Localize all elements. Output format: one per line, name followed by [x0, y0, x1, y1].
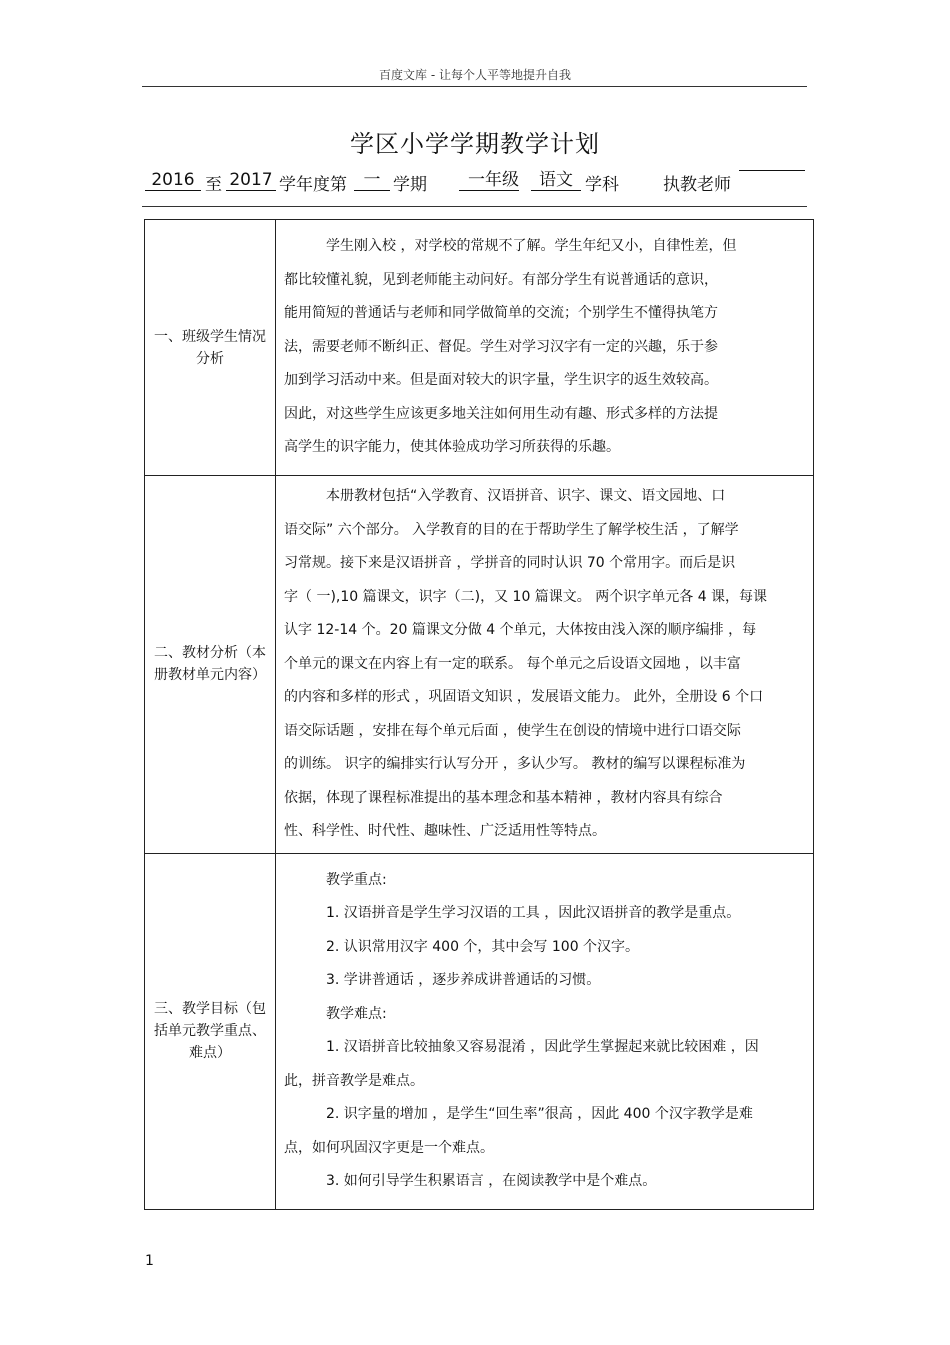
section-label-textbook-analysis: 二、教材分析（本册教材单元内容）: [145, 476, 276, 854]
content-line: 3. 学讲普通话 ，逐步养成讲普通话的习惯。: [326, 972, 601, 988]
page-number: 1: [145, 1253, 154, 1269]
content-line: 高学生的识字能力，使其体验成功学习所获得的乐趣。: [284, 439, 620, 456]
section-content-textbook-analysis: [276, 476, 814, 854]
content-line: 习常规。接下来是汉语拼音 ，学拼音的同时认识 70 个常用字。而后是识: [284, 555, 736, 571]
content-line: 学生刚入校 ，对学校的常规不了解。学生年纪又小，自律性差，但: [326, 238, 737, 255]
year-end: 2017: [226, 170, 276, 191]
content-line: 字（ 一),10 篇课文，识字（二)，又 10 篇课文。 两个识字单元各 4 课，每课: [284, 588, 768, 605]
content-line: 法，需要老师不断纠正、督促。学生对学习汉字有一定的兴趣，乐于参: [284, 338, 718, 355]
header-rule: [142, 86, 807, 87]
to-label: 至: [205, 175, 222, 195]
content-line: 认字 12-14 个。20 篇课文分做 4 个单元，大体按由浅入深的顺序编排 ，每: [284, 622, 757, 638]
section-content-class-analysis: [276, 220, 814, 476]
content-line: 个单元的课文在内容上有一定的联系。 每个单元之后设语文园地 ，以丰富: [284, 655, 741, 672]
term-label: 学期: [393, 175, 427, 195]
content-line: 教学难点:: [326, 1005, 387, 1022]
page-header: 百度文库 - 让每个人平等地提升自我: [379, 68, 571, 82]
content-line: 此，拼音教学是难点。: [284, 1072, 424, 1089]
subject-value: 语文: [531, 170, 581, 191]
term-value: 一: [354, 170, 390, 191]
table-top-rule: [142, 206, 807, 207]
content-line: 性、科学性、时代性、趣味性、广泛适用性等特点。: [284, 823, 606, 839]
year-label: 学年度第: [279, 175, 347, 195]
section-content-teaching-goals: [276, 853, 814, 1209]
year-start: 2016: [145, 170, 201, 191]
section-label-teaching-goals: 三、教学目标（包括单元教学重点、难点）: [145, 853, 276, 1209]
content-line: 2. 认识常用汉字 400 个，其中会写 100 个汉字。: [326, 938, 640, 955]
table-row: [145, 476, 814, 854]
content-line: 点，如何巩固汉字更是一个难点。: [284, 1139, 494, 1156]
content-line: 2. 识字量的增加 ，是学生“回生率”很高 ，因此 400 个汉字教学是难: [326, 1106, 753, 1122]
content-line: 1. 汉语拼音比较抽象又容易混淆 ，因此学生掌握起来就比较困难 ，因: [326, 1039, 759, 1055]
teacher-value: [739, 170, 805, 171]
plan-info-line: [145, 170, 810, 194]
teacher-label: 执教老师: [663, 175, 731, 195]
table-row: [145, 853, 814, 1209]
content-line: 依据，体现了课程标准提出的基本理念和基本精神 ，教材内容具有综合: [284, 789, 723, 806]
content-line: 都比较懂礼貌，见到老师能主动问好。有部分学生有说普通话的意识，: [284, 271, 718, 288]
content-line: 教学重点:: [326, 871, 387, 888]
content-line: 的内容和多样的形式 ，巩固语文知识 ，发展语文能力。 此外，全册设 6 个口: [284, 689, 764, 705]
table-row: [145, 220, 814, 476]
page-title: 学区小学学期教学计划: [350, 130, 600, 158]
content-line: 本册教材包括“入学教育、汉语拼音、识字、课文、语文园地、口: [326, 488, 726, 504]
content-line: 1. 汉语拼音是学生学习汉语的工具 ，因此汉语拼音的教学是重点。: [326, 905, 741, 921]
grade-value: 一年级: [459, 170, 519, 191]
content-line: 语交际” 六个部分。 入学教育的目的在于帮助学生了解学校生活 ，了解学: [284, 521, 739, 538]
content-line: 3. 如何引导学生积累语言 ，在阅读教学中是个难点。: [326, 1173, 657, 1189]
content-line: 的训练。 识字的编排实行认写分开 ，多认少写。 教材的编写以课程标准为: [284, 756, 746, 772]
plan-table: [144, 219, 814, 1210]
content-line: 语交际话题 ，安排在每个单元后面 ，使学生在创设的情境中进行口语交际: [284, 722, 741, 739]
section-label-class-analysis: 一、班级学生情况分析: [145, 220, 276, 476]
content-line: 因此，对这些学生应该更多地关注如何用生动有趣、形式多样的方法提: [284, 405, 718, 422]
subject-label: 学科: [585, 175, 619, 195]
content-line: 能用简短的普通话与老师和同学做简单的交流；个别学生不懂得执笔方: [284, 305, 718, 322]
content-line: 加到学习活动中来。但是面对较大的识字量，学生识字的返生效较高。: [284, 372, 718, 389]
